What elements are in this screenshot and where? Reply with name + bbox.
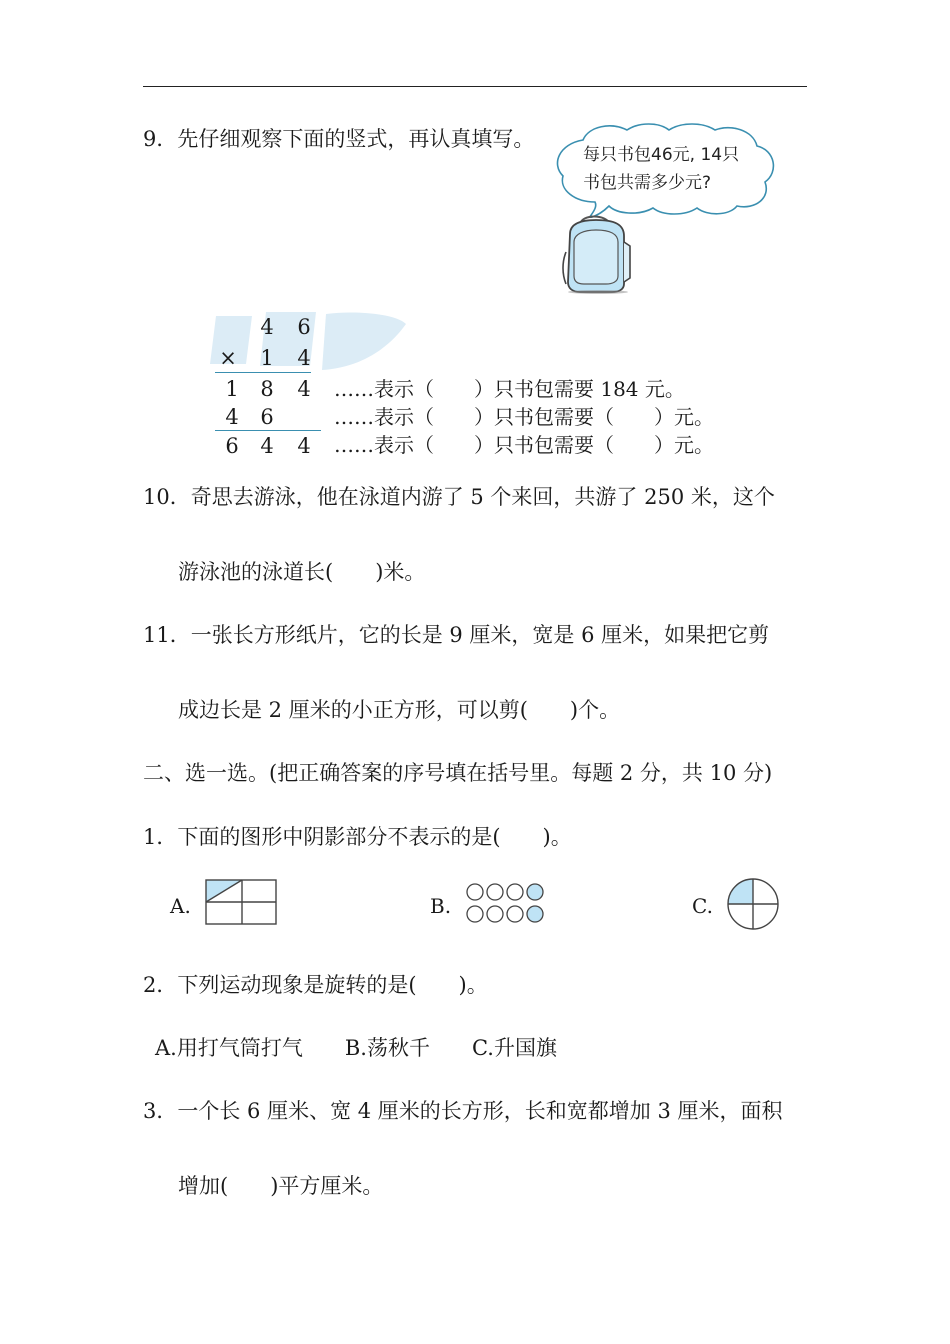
s2q3-line-1: 3．一个长 6 厘米、宽 4 厘米的长方形，长和宽都增加 3 厘米，面积 xyxy=(143,1099,783,1123)
calc-row5-ones: 4 xyxy=(297,434,311,458)
calc-row4-hundreds: 4 xyxy=(225,405,239,429)
q10-line-1: 10．奇思去游泳，他在泳道内游了 5 个来回，共游了 250 米，这个 xyxy=(143,485,775,509)
section-2-title: 二、选一选。(把正确答案的序号填在括号里。每题 2 分，共 10 分) xyxy=(143,761,773,785)
calc-line-2 xyxy=(215,430,321,431)
option-a-grid-figure xyxy=(205,879,277,925)
option-b-label: B. xyxy=(430,894,452,918)
option-c-circle-figure xyxy=(725,876,781,932)
q9-explain-1: ……表示（ ）只书包需要 184 元。 xyxy=(334,377,685,401)
bubble-line-1: 每只书包46元, 14只 xyxy=(583,145,740,165)
bubble-line-2: 书包共需多少元? xyxy=(583,173,712,193)
header-rule xyxy=(143,86,807,87)
calc-times-sign: × xyxy=(219,346,237,370)
s2q3-line-2: 增加( )平方厘米。 xyxy=(178,1174,384,1198)
calc-row2-tens: 1 xyxy=(260,346,274,370)
q9-prompt: 9．先仔细观察下面的竖式，再认真填写。 xyxy=(143,127,535,151)
option-a-label: A. xyxy=(170,894,191,918)
calc-row5-tens: 4 xyxy=(260,434,274,458)
calc-row3-ones: 4 xyxy=(297,377,311,401)
q9-explain-3: ……表示（ ）只书包需要（ ）元。 xyxy=(334,433,714,457)
calc-row2-ones: 4 xyxy=(297,346,311,370)
calc-row5-hundreds: 6 xyxy=(225,434,239,458)
s2q2-prompt: 2．下列运动现象是旋转的是( )。 xyxy=(143,973,488,997)
option-c-label: C. xyxy=(692,894,713,918)
q9-explain-2: ……表示（ ）只书包需要（ ）元。 xyxy=(334,405,714,429)
calc-line-1 xyxy=(215,372,311,373)
q11-line-2: 成边长是 2 厘米的小正方形，可以剪( )个。 xyxy=(178,698,621,722)
calc-row1-ones: 6 xyxy=(297,315,311,339)
s2q1-prompt: 1．下面的图形中阴影部分不表示的是( )。 xyxy=(143,825,572,849)
q10-line-2: 游泳池的泳道长( )米。 xyxy=(178,560,426,584)
s2q2-options: A.用打气筒打气 B.荡秋千 C.升国旗 xyxy=(155,1036,557,1060)
q11-line-1: 11．一张长方形纸片，它的长是 9 厘米，宽是 6 厘米，如果把它剪 xyxy=(143,623,770,647)
speech-bubble xyxy=(553,120,781,218)
option-b-circles-figure xyxy=(464,880,548,926)
calc-row4-tens: 6 xyxy=(260,405,274,429)
calc-row3-tens: 8 xyxy=(260,377,274,401)
backpack-icon xyxy=(558,212,638,294)
calc-row3-hundreds: 1 xyxy=(225,377,239,401)
calc-row1-tens: 4 xyxy=(260,315,274,339)
